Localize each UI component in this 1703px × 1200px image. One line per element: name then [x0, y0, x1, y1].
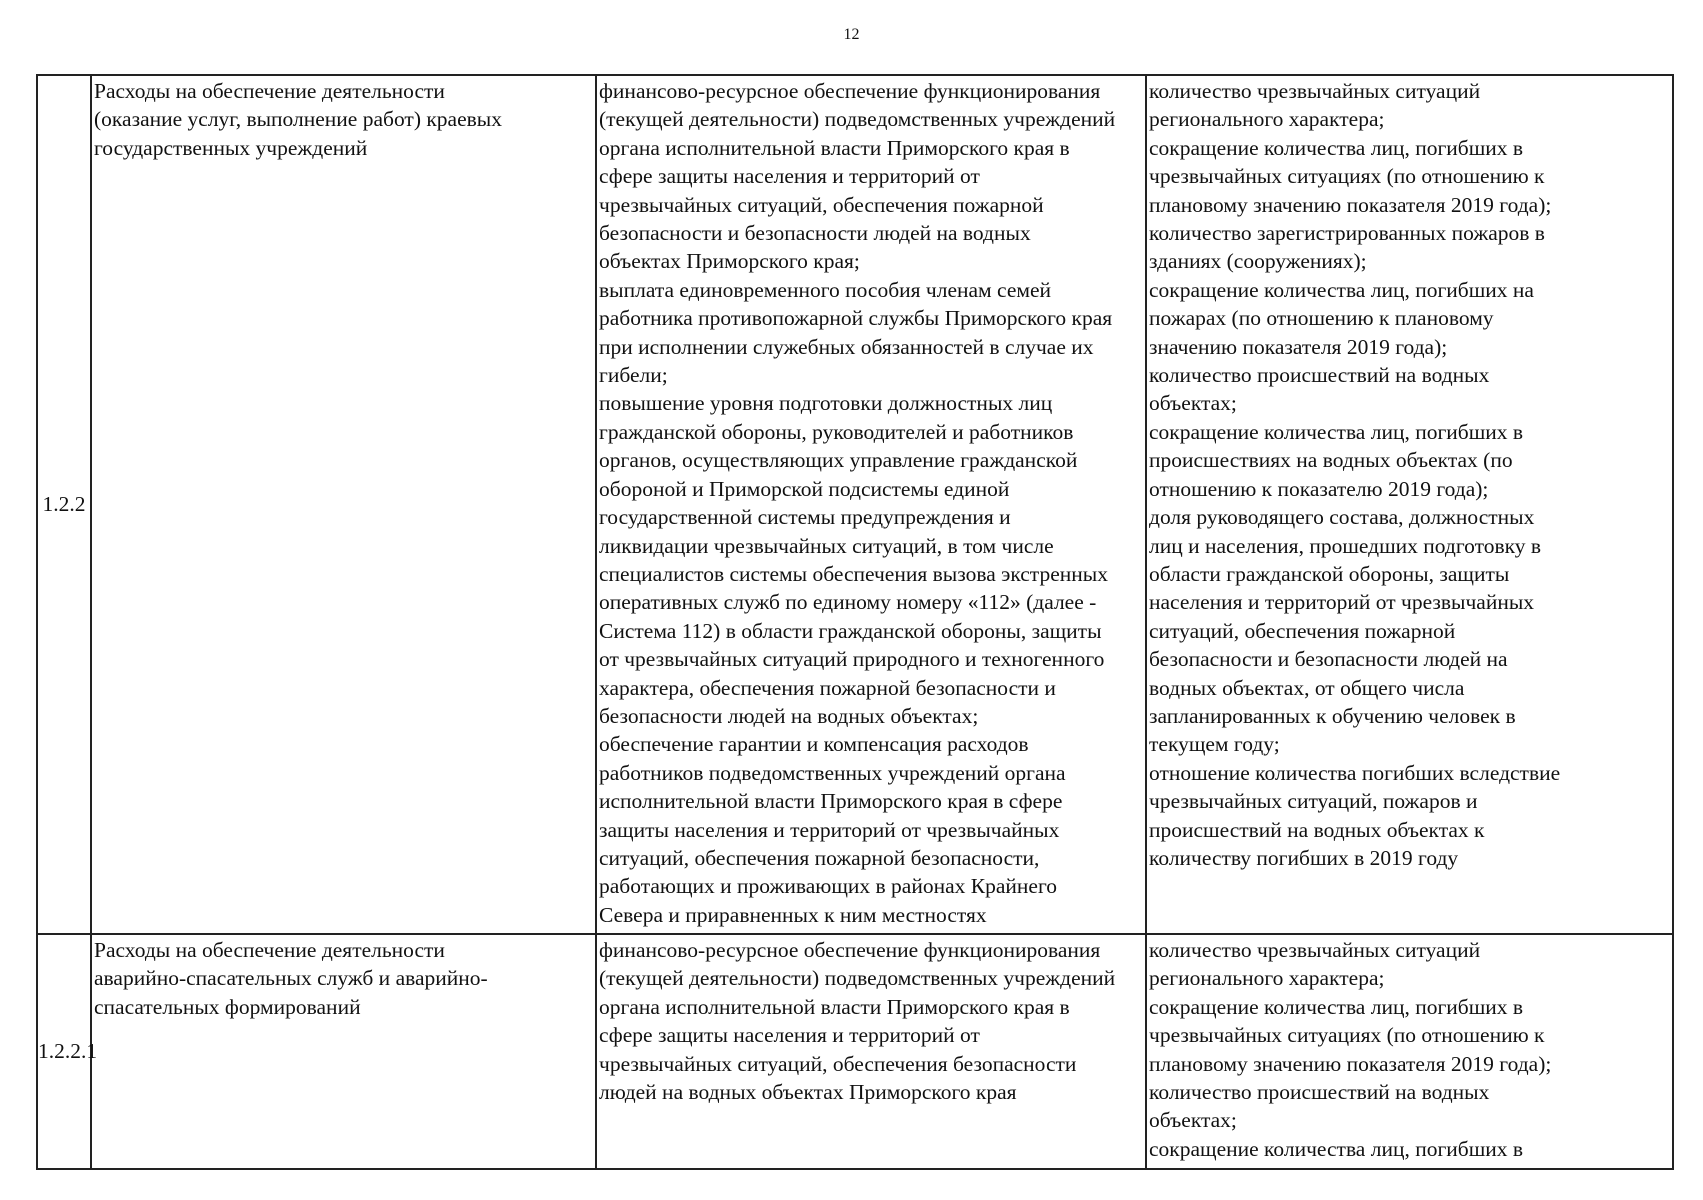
- text-line: гражданской обороны, руководителей и работников: [599, 419, 1074, 444]
- text-line: финансово-ресурсное обеспечение функционирования: [599, 79, 1101, 103]
- indicators-cell: [1146, 934, 1673, 1169]
- text-line: работающих и проживающих в районах Крайнего: [599, 874, 1057, 899]
- text-line: защиты населения и территорий от чрезвычайных: [599, 817, 1060, 842]
- text-line: аварийно-спасательных служб и аварийно-: [94, 966, 488, 991]
- text-line: гибели;: [599, 363, 668, 388]
- text-line: количество происшествий на водных: [1149, 1080, 1490, 1105]
- text-line: Расходы на обеспечение деятельности: [94, 79, 445, 103]
- text-line: сокращение количества лиц, погибших в: [1149, 1136, 1524, 1161]
- text-line: Расходы на обеспечение деятельности: [94, 938, 445, 962]
- text-line: при исполнении служебных обязанностей в случае их: [599, 334, 1094, 359]
- text-line: Система 112) в области гражданской обороны, защиты: [599, 618, 1102, 643]
- text-line: количество чрезвычайных ситуаций: [1149, 938, 1481, 962]
- table-row: [37, 934, 1673, 1169]
- text-line: происшествий на водных объектах к: [1149, 817, 1485, 842]
- text-line: от чрезвычайных ситуаций природного и техногенного: [599, 647, 1105, 672]
- text-line: сокращение количества лиц, погибших в: [1149, 135, 1524, 160]
- program-table: [36, 74, 1674, 1170]
- expense-name-cell: [91, 934, 596, 1169]
- text-line: запланированных к обучению человек в: [1149, 703, 1516, 728]
- text-line: оперативных служб по единому номеру «112» (далее -: [599, 590, 1097, 615]
- text-line: отношение количества погибших вследствие: [1149, 760, 1561, 785]
- text-line: количество происшествий на водных: [1149, 363, 1490, 388]
- text-line: плановому значению показателя 2019 года);: [1149, 192, 1552, 217]
- text-line: (текущей деятельности) подведомственных учреждений: [599, 107, 1116, 132]
- text-line: обороной и Приморской подсистемы единой: [599, 476, 1010, 501]
- text-line: выплата единовременного пособия членам семей: [599, 277, 1052, 302]
- text-line: специалистов системы обеспечения вызова экстренных: [599, 561, 1108, 586]
- text-line: государственных учреждений: [94, 135, 368, 160]
- text-line: безопасности и безопасности людей на: [1149, 647, 1508, 672]
- text-line: чрезвычайных ситуациях (по отношению к: [1149, 1023, 1545, 1048]
- text-line: людей на водных объектах Приморского края: [599, 1080, 1017, 1105]
- row-number-cell: 1.2.2: [37, 75, 91, 934]
- text-line: чрезвычайных ситуациях (по отношению к: [1149, 164, 1545, 189]
- text-line: финансово-ресурсное обеспечение функционирования: [599, 938, 1101, 962]
- text-line: Севера и приравненных к ним местностях: [599, 902, 987, 927]
- text-line: происшествиях на водных объектах (по: [1149, 448, 1513, 473]
- text-line: зданиях (сооружениях);: [1149, 249, 1367, 274]
- text-line: ситуаций, обеспечения пожарной: [1149, 618, 1456, 643]
- text-line: обеспечение гарантии и компенсация расходов: [599, 732, 1029, 757]
- text-line: объектах Приморского края;: [599, 249, 860, 274]
- text-line: объектах;: [1149, 391, 1237, 416]
- text-line: сфере защиты населения и территорий от: [599, 164, 980, 189]
- text-line: отношению к показателю 2019 года);: [1149, 476, 1489, 501]
- measures-cell: [596, 934, 1146, 1169]
- text-line: текущем году;: [1149, 732, 1280, 757]
- text-line: сокращение количества лиц, погибших в: [1149, 419, 1524, 444]
- text-line: значению показателя 2019 года);: [1149, 334, 1448, 359]
- text-line: работников подведомственных учреждений органа: [599, 760, 1066, 785]
- text-line: органов, осуществляющих управление гражданской: [599, 448, 1078, 473]
- text-line: (текущей деятельности) подведомственных учреждений: [599, 966, 1116, 991]
- text-line: области гражданской обороны, защиты: [1149, 561, 1510, 586]
- text-line: регионального характера;: [1149, 107, 1385, 132]
- text-line: количеству погибших в 2019 году: [1149, 845, 1459, 870]
- text-line: чрезвычайных ситуаций, обеспечения пожарной: [599, 192, 1044, 217]
- text-line: сфере защиты населения и территорий от: [599, 1023, 980, 1048]
- indicators-cell: [1146, 75, 1673, 934]
- text-line: исполнительной власти Приморского края в сфере: [599, 789, 1063, 814]
- expense-name-cell: [91, 75, 596, 934]
- text-line: ситуаций, обеспечения пожарной безопасности,: [599, 845, 1040, 870]
- text-line: ликвидации чрезвычайных ситуаций, в том числе: [599, 533, 1054, 558]
- text-line: населения и территорий от чрезвычайных: [1149, 590, 1535, 615]
- text-line: безопасности и безопасности людей на водных: [599, 221, 1031, 246]
- text-line: регионального характера;: [1149, 966, 1385, 991]
- text-line: пожарах (по отношению к плановому: [1149, 306, 1494, 331]
- text-line: органа исполнительной власти Приморского края в: [599, 135, 1070, 160]
- table-row: [37, 75, 1673, 934]
- text-line: характера, обеспечения пожарной безопасности и: [599, 675, 1056, 700]
- text-line: доля руководящего состава, должностных: [1149, 505, 1535, 530]
- page-number: 12: [843, 26, 860, 43]
- text-line: количество чрезвычайных ситуаций: [1149, 79, 1481, 103]
- text-line: спасательных формирований: [94, 994, 361, 1019]
- text-line: плановому значению показателя 2019 года);: [1149, 1051, 1552, 1076]
- text-line: объектах;: [1149, 1108, 1237, 1133]
- row-number-cell: 1.2.2.1: [37, 934, 91, 1169]
- text-line: работника противопожарной службы Приморского края: [599, 306, 1113, 331]
- text-line: безопасности людей на водных объектах;: [599, 703, 979, 728]
- text-line: водных объектах, от общего числа: [1149, 675, 1465, 700]
- text-line: органа исполнительной власти Приморского края в: [599, 994, 1070, 1019]
- text-line: количество зарегистрированных пожаров в: [1149, 221, 1545, 246]
- text-line: повышение уровня подготовки должностных лиц: [599, 391, 1053, 416]
- text-line: лиц и населения, прошедших подготовку в: [1149, 533, 1542, 558]
- text-line: чрезвычайных ситуаций, пожаров и: [1149, 789, 1478, 814]
- text-line: сокращение количества лиц, погибших в: [1149, 994, 1524, 1019]
- measures-cell: [596, 75, 1146, 934]
- text-line: чрезвычайных ситуаций, обеспечения безопасности: [599, 1051, 1077, 1076]
- text-line: (оказание услуг, выполнение работ) краевых: [94, 107, 502, 132]
- text-line: сокращение количества лиц, погибших на: [1149, 277, 1534, 302]
- text-line: государственной системы предупреждения и: [599, 505, 1011, 530]
